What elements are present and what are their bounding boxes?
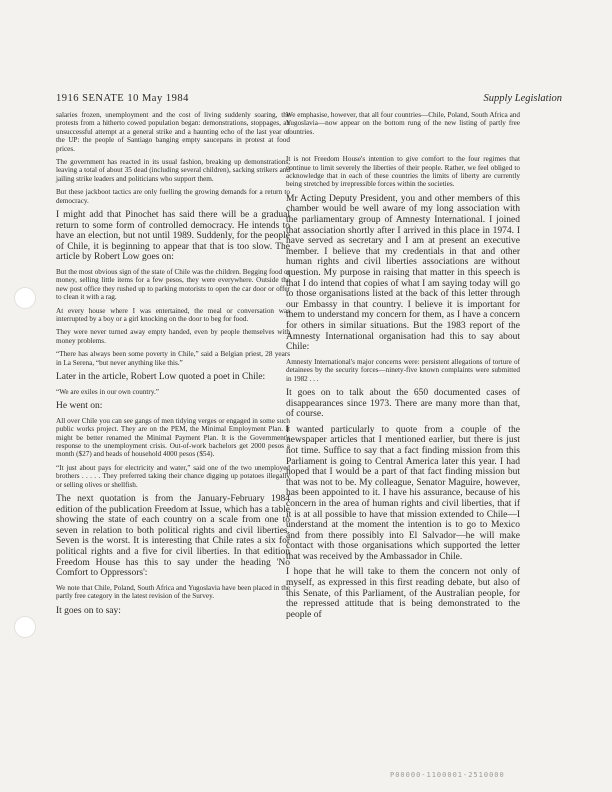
- paragraph: But the most obvious sign of the state of Chile was the children. Begging food or money, selling little items for a few pesos, they were everywhere. Outside the new post office they rushed up to parking motorists to open the car door or offer to clean it with a rag.: [56, 268, 290, 302]
- paragraph: It is not Freedom House's intention to give comfort to the four regimes that continue to limit severely the liberties of their people. Rather, we feel obliged to acknowledge that in each of these countries the limits of liberty are currently being stretched by irrepressible forces within the societies.: [286, 155, 520, 189]
- paragraph: But these jackboot tactics are only fuelling the growing demands for a return to democracy.: [56, 188, 290, 205]
- paragraph: It goes on to talk about the 650 documented cases of disappearances since 1973. There are many more than that, of course.: [286, 387, 520, 420]
- right-column: [286, 111, 520, 625]
- paragraph: We emphasise, however, that all four countries—Chile, Poland, South Africa and Yugoslavia—now appear on the bottom rung of the new listing of partly free countries.: [286, 111, 520, 136]
- paragraph: They were never turned away empty handed, even by people themselves with money problems.: [56, 328, 290, 345]
- paragraph: He went on:: [56, 401, 103, 412]
- footer-scan-code: P00000-1100001-2510000: [390, 771, 505, 779]
- header-section-title: Supply Legislation: [483, 93, 562, 104]
- binder-hole-top: [14, 287, 36, 309]
- paragraph: The next quotation is from the January-February 1984 edition of the publication Freedom at Issue, which has a table showing the state of each country on a scale from one to seven in relation to both political rights and civil liberties. Seven is the worst. It is interesting that Chile rates a six for political rights and a five for civil liberties. In that edition Freedom House has this to say under the heading 'No Comfort to Oppressors':: [56, 493, 290, 579]
- paragraph: It goes on to say:: [56, 605, 121, 616]
- paragraph: I might add that Pinochet has said there will be a gradual return to some form of controlled democracy. He intends to have an election, but not until 1989. Suddenly, for the people of Chile, it is beginning to appear that that is too slow. The article by Robert Low goes on:: [56, 210, 290, 263]
- paragraph: Later in the article, Robert Low quoted a poet in Chile:: [56, 372, 266, 383]
- paragraph: salaries frozen, unemployment and the cost of living suddenly soaring, the protests from a hitherto cowed population began: demonstrations, stoppages, an unsuccessful attempt at a general strike and a haunting echo of the last year of the UP: the people of Santiago banging empty saucepans in protest at food prices.: [56, 111, 290, 153]
- binder-hole-bottom: [14, 616, 36, 638]
- paragraph: The government has reacted in its usual fashion, breaking up demonstrations, leaving a total of about 35 dead (including several children), sacking strikers and jailing strike leaders and politicians who support them.: [56, 158, 290, 183]
- page-header: [56, 93, 562, 107]
- left-column: [56, 111, 290, 621]
- column-gap: [286, 141, 520, 155]
- paragraph: At every house where I was entertained, the meal or conversation was interrupted by a boy or a girl knocking on the door to beg for food.: [56, 306, 290, 324]
- paragraph: I wanted particularly to quote from a couple of the newspaper articles that I mentioned earlier, but there is just not time. Suffice to say that a fact finding mission from this Parliament is going to Central America later this year. I had hoped that I would be a part of that fact finding mission but that was not to be. My colleague, Senator Maguire, however, has been appointed to it. I have his assurance, because of his concern in the area of human rights and civil liberties, that if it is at all possible to have that mission extended to Chile—I understand at the moment the intention is to go to Mexico and from there possibly into El Salvador—he will make contact with those organisations which supported the letter that was received by the Ambassador in Chile.: [286, 424, 520, 562]
- paragraph: Amnesty International's major concerns were: persistent allegations of torture of detainees by the security forces—ninety-five known complaints were submitted in 1982 . . .: [286, 357, 520, 383]
- paragraph: We note that Chile, Poland, South Africa and Yugoslavia have been placed in the partly free category in the latest revision of the Survey.: [56, 583, 290, 601]
- paragraph: Mr Acting Deputy President, you and other members of this chamber would be well aware of my long association with the parliamentary group of Amnesty International. I joined that association shortly after I arrived in this place in 1974. I have served as secretary and I am at present an executive member. I believe that my credentials in that and other human rights and civil liberties associations are without question. My purpose in raising that matter in this speech is that I do intend that copies of what I am saying today will go to those organisations listed at the back of this letter through our Embassy in that country. I believe it is important for them to understand my concern for them, as I have a concern for others in similar situations. But the 1983 report of the Amnesty International organisation had this to say about Chile:: [286, 193, 520, 353]
- paragraph: “There has always been some poverty in Chile,” said a Belgian priest, 28 years in La Serena, “but never anything like this.”: [56, 350, 290, 367]
- paragraph: “It just about pays for electricity and water,” said one of the two unemployed brothers . . . . . They preferred taking their chance digging up potatoes illegally or selling olives or shellfish.: [56, 463, 290, 489]
- paragraph: All over Chile you can see gangs of men tidying verges or engaged in some such public works project. They are on the PEM, the Minimal Employment Plan. It might be better renamed the Minimal Payment Plan. It is the Government's response to the unemployment crisis. Out-of-work bachelors get 2000 pesos a month ($27) and heads of household 4000 pesos ($54).: [56, 416, 290, 459]
- header-page-info: 1916 SENATE 10 May 1984: [56, 93, 189, 104]
- paragraph: “We are exiles in our own country.”: [56, 387, 159, 396]
- paragraph: I hope that he will take to them the concern not only of myself, as expressed in this first reading debate, but also of this Senate, of this Parliament, of the Australian people, for the repressed attitude that is being demonstrated to the people of: [286, 567, 520, 620]
